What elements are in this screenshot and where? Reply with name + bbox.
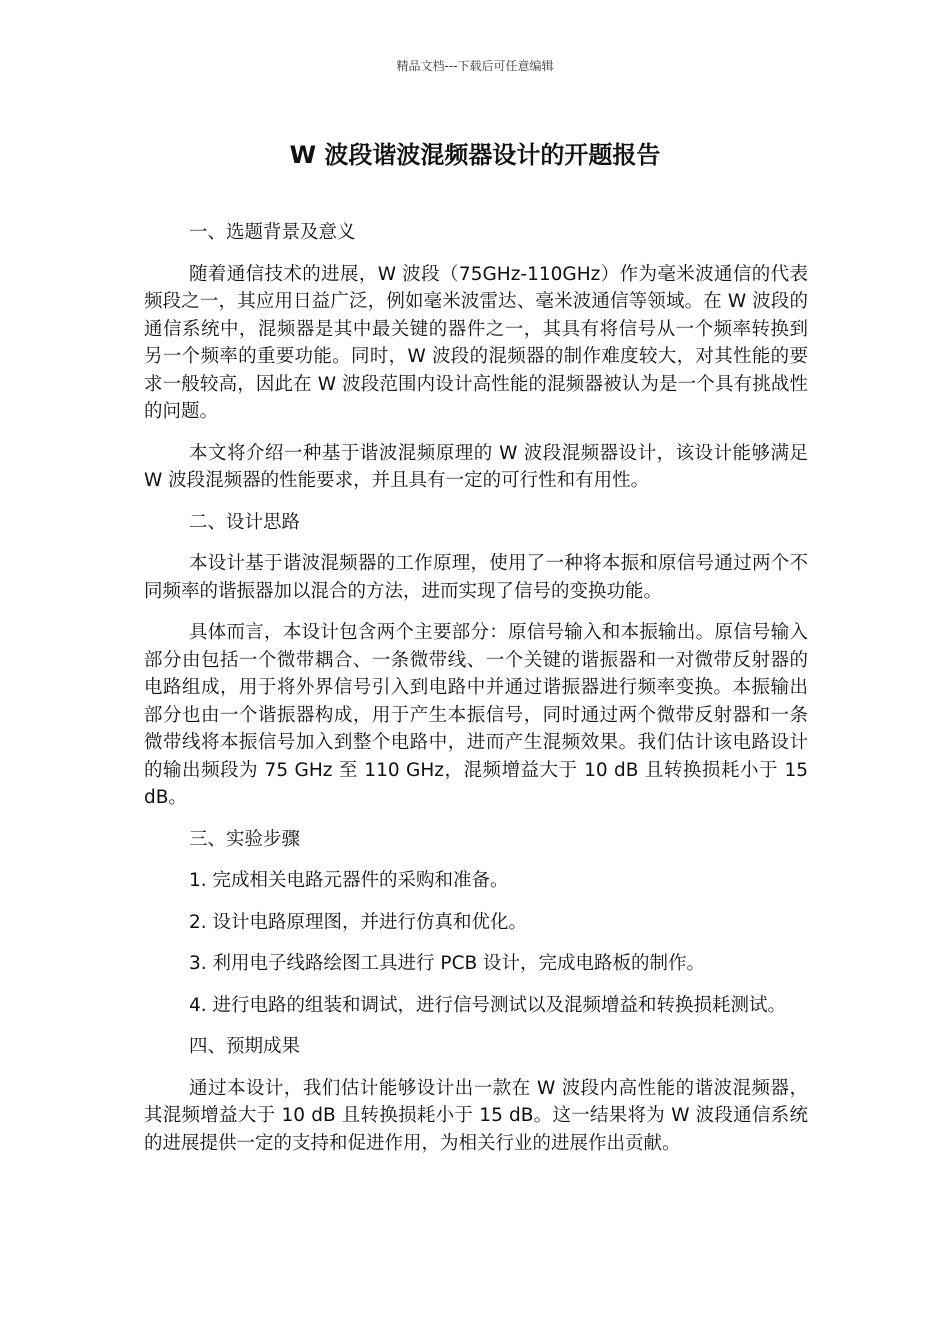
section-heading-design-idea: 二、设计思路 bbox=[189, 511, 301, 533]
section-heading-expected-results: 四、预期成果 bbox=[189, 1036, 301, 1057]
list-item-step-1: 1. 完成相关电路元器件的采购和准备。 bbox=[189, 870, 509, 891]
paragraph-expected-results: 通过本设计，我们估计能够设计出一款在 W 波段内高性能的谐波混频器，其混频增益大于 10 dB 且转换损耗小于 15 dB。这一结果将为 W 波段通信系统的进展提供一定的支持和促进作用，为相关行业的进展作出贡献。 bbox=[144, 1077, 808, 1154]
page-header-watermark: 精品文档---下载后可任意编辑 bbox=[396, 59, 554, 73]
paragraph-background: 随着通信技术的进展，W 波段（75GHz-110GHz）作为毫米波通信的代表频段之一，其应用日益广泛，例如毫米波雷达、毫米波通信等领域。在 W 波段的通信系统中，混频器是其中最关键的器件之一，其具有将信号从一个频率转换到另一个频率的重要功能。同时，W 波段的混频器的制作难度较大，对其性能的要求一般较高，因此在 W 波段范围内设计高性能的混频器被认为是一个具有挑战性的问题。 bbox=[144, 263, 808, 422]
paragraph-design-details: 具体而言，本设计包含两个主要部分：原信号输入和本振输出。原信号输入部分由包括一个微带耦合、一条微带线、一个关键的谐振器和一对微带反射器的电路组成，用于将外界信号引入到电路中并通过谐振器进行频率变换。本振输出部分也由一个谐振器构成，用于产生本振信号，同时通过两个微带反射器和一条微带线将本振信号加入到整个电路中，进而产生混频效果。我们估计该电路设计的输出频段为 75 GHz 至 110 GHz，混频增益大于 10 dB 且转换损耗小于 15 dB。 bbox=[144, 622, 808, 808]
document-body bbox=[144, 219, 808, 1171]
section-heading-background: 一、选题背景及意义 bbox=[189, 222, 356, 243]
list-item-step-2: 2. 设计电路原理图，并进行仿真和优化。 bbox=[189, 911, 528, 933]
section-heading-experiment-steps: 三、实验步骤 bbox=[189, 828, 301, 850]
list-item-step-3: 3. 利用电子线路绘图工具进行 PCB 设计，完成电路板的制作。 bbox=[189, 953, 706, 974]
paragraph-design-principle: 本设计基于谐波混频器的工作原理，使用了一种将本振和原信号通过两个不同频率的谐振器加以混合的方法，进而实现了信号的变换功能。 bbox=[144, 553, 808, 602]
document-title: W 波段谐波混频器设计的开题报告 bbox=[289, 141, 661, 169]
list-item-step-4: 4. 进行电路的组装和调试，进行信号测试以及混频增益和转换损耗测试。 bbox=[189, 994, 787, 1016]
paragraph-introduction: 本文将介绍一种基于谐波混频原理的 W 波段混频器设计，该设计能够满足 W 波段混频器的性能要求，并且具有一定的可行性和有用性。 bbox=[144, 442, 808, 491]
